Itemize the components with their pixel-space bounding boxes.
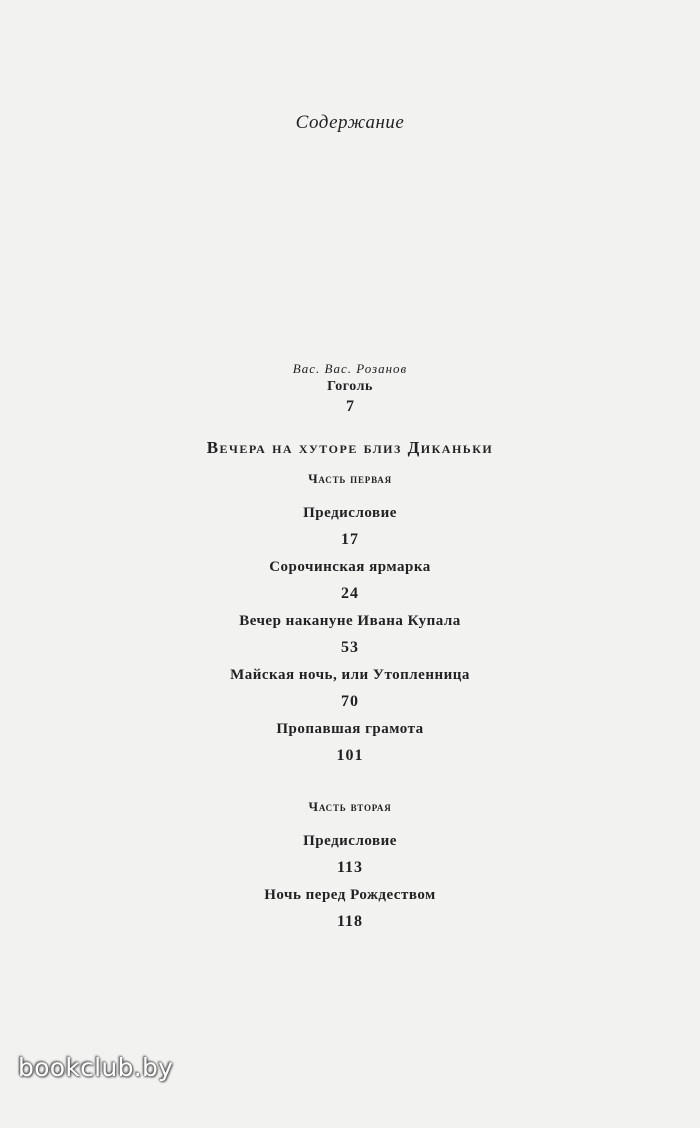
part-heading-second: Часть вторая (308, 799, 392, 814)
table-of-contents (0, 360, 700, 938)
toc-entry-page: 118 (336, 913, 364, 930)
toc-entry-page: 17 (341, 531, 359, 548)
toc-entry-title: Пропавшая грамота (276, 721, 424, 737)
toc-entry[interactable] (0, 664, 700, 718)
toc-entry[interactable] (0, 884, 700, 938)
part-second-entries (0, 830, 700, 938)
toc-entry-title: Предисловие (303, 833, 397, 849)
toc-entry[interactable] (0, 610, 700, 664)
toc-entry-page: 24 (341, 585, 359, 602)
toc-entry-title: Ночь перед Рождеством (264, 887, 436, 903)
toc-entry-title: Вечер накануне Ивана Купала (239, 613, 461, 629)
toc-entry-page: 70 (341, 693, 359, 710)
part-first-entries (0, 502, 700, 772)
section-title: Вечера на хуторе близ Диканьки (206, 438, 494, 457)
page-title: Содержание (295, 112, 405, 133)
toc-entry-page: 53 (341, 639, 359, 656)
toc-entry[interactable] (0, 830, 700, 884)
toc-entry[interactable] (0, 556, 700, 610)
intro-title: Гоголь (327, 379, 373, 394)
toc-entry-title: Предисловие (303, 505, 397, 521)
watermark-text: bookclub.by (18, 1053, 174, 1082)
toc-entry-title: Майская ночь, или Утопленница (230, 667, 470, 683)
toc-entry[interactable] (0, 718, 700, 772)
intro-author: Вас. Вас. Розанов (292, 361, 408, 376)
part-heading-first: Часть первая (308, 471, 392, 486)
toc-entry-title: Сорочинская ярмарка (269, 559, 431, 575)
toc-entry[interactable] (0, 502, 700, 556)
intro-page-number: 7 (346, 398, 354, 415)
toc-entry-page: 101 (336, 747, 364, 764)
toc-entry-page: 113 (336, 859, 364, 876)
